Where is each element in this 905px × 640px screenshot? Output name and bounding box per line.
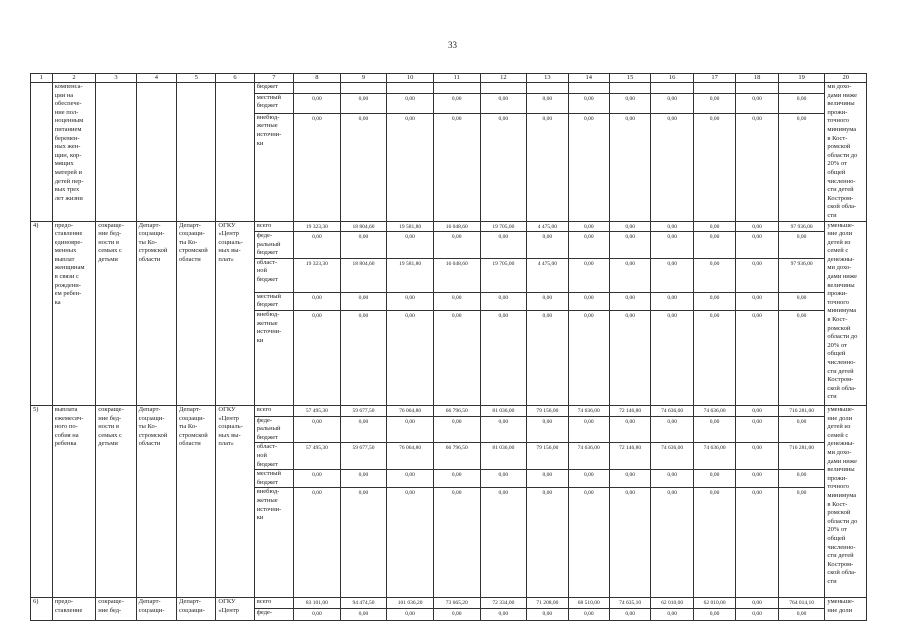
- column-number: 5: [177, 74, 216, 83]
- cell-value: 0,00: [294, 311, 341, 406]
- cell-source: бюджет: [254, 83, 293, 94]
- cell-value: 0,00: [778, 609, 825, 621]
- cell-value: [340, 83, 387, 94]
- cell-value: 0,00: [527, 232, 568, 259]
- cell-source: местный бюджет: [254, 470, 293, 488]
- cell-value: 0,00: [340, 488, 387, 598]
- cell-value: 0,00: [736, 406, 778, 417]
- cell-value: 0,00: [480, 488, 527, 598]
- cell-value: 74 636,00: [651, 443, 693, 470]
- cell-value: 0,00: [433, 93, 480, 113]
- cell-value: 0,00: [387, 609, 434, 621]
- cell-value: 0,00: [568, 609, 609, 621]
- cell-value: 0,00: [778, 232, 825, 259]
- cell-value: 0,00: [736, 609, 778, 621]
- cell-desc: выплата ежемесяч- ного по- собия на ребенка: [52, 406, 96, 598]
- cell-value: 0,00: [480, 311, 527, 406]
- cell-value: 0,00: [609, 416, 650, 443]
- cell-value: 0,00: [693, 416, 735, 443]
- cell-value: 0,00: [651, 292, 693, 310]
- column-number: 3: [96, 74, 136, 83]
- cell-value: 0,00: [609, 258, 650, 292]
- column-number: 16: [651, 74, 693, 83]
- cell-value: 0,00: [387, 113, 434, 221]
- cell-value: 83 101,00: [294, 598, 341, 609]
- column-number: 13: [527, 74, 568, 83]
- cell-c4: [136, 83, 176, 222]
- column-number: 19: [778, 74, 825, 83]
- cell-value: 0,00: [609, 292, 650, 310]
- cell-value: 0,00: [527, 470, 568, 488]
- cell-value: 0,00: [387, 292, 434, 310]
- cell-value: 59 677,50: [340, 406, 387, 417]
- cell-value: 0,00: [609, 609, 650, 621]
- cell-source: феде-: [254, 609, 293, 621]
- cell-value: 0,00: [340, 311, 387, 406]
- cell-agent: ОГКУ «Центр социаль- ных вы- плат»: [216, 406, 254, 598]
- table-row: [31, 406, 867, 417]
- cell-value: 0,00: [693, 488, 735, 598]
- cell-value: 0,00: [433, 232, 480, 259]
- cell-value: 19 323,30: [294, 221, 341, 232]
- cell-value: 57 495,30: [294, 443, 341, 470]
- cell-value: 0,00: [480, 470, 527, 488]
- cell-value: 0,00: [609, 93, 650, 113]
- cell-c5: [177, 83, 216, 222]
- cell-value: 0,00: [527, 292, 568, 310]
- cell-no: 6): [31, 598, 53, 621]
- cell-value: 0,00: [651, 416, 693, 443]
- cell-value: 0,00: [433, 416, 480, 443]
- cell-value: 0,00: [568, 488, 609, 598]
- cell-value: 0,00: [693, 232, 735, 259]
- cell-source: внебюд- жетные источни- ки: [254, 113, 293, 221]
- cell-value: 0,00: [340, 470, 387, 488]
- cell-value: 0,00: [651, 221, 693, 232]
- cell-value: 72 146,80: [609, 443, 650, 470]
- cell-value: 18 804,60: [340, 258, 387, 292]
- table-row: [31, 221, 867, 232]
- cell-value: 0,00: [527, 416, 568, 443]
- cell-value: 59 677,50: [340, 443, 387, 470]
- cell-result: уменьше- ние доли детей из семей с денежны- ми дохо- дами ниже величины прожи- точного минимума в Кост- ромской области до 20% от общей численно- сти детей Костром- ской обла- сти: [825, 406, 867, 598]
- cell-value: 0,00: [294, 488, 341, 598]
- cell-value: 0,00: [693, 113, 735, 221]
- cell-value: [778, 83, 825, 94]
- cell-source: местный бюджет: [254, 93, 293, 113]
- cell-value: 19 581,80: [387, 258, 434, 292]
- cell-source: внебюд- жетные источни- ки: [254, 311, 293, 406]
- cell-value: 0,00: [527, 113, 568, 221]
- cell-value: 0,00: [433, 311, 480, 406]
- cell-value: 16 048,60: [433, 221, 480, 232]
- column-number: 10: [387, 74, 434, 83]
- cell-value: 74 636,00: [693, 443, 735, 470]
- cell-value: 97 936,00: [778, 258, 825, 292]
- cell-value: 0,00: [433, 113, 480, 221]
- cell-no: [31, 83, 53, 222]
- column-number: 15: [609, 74, 650, 83]
- cell-value: 66 796,50: [433, 443, 480, 470]
- cell-value: 76 064,80: [387, 406, 434, 417]
- column-number: 8: [294, 74, 341, 83]
- cell-value: 0,00: [736, 93, 778, 113]
- cell-value: 62 010,00: [693, 598, 735, 609]
- cell-value: 0,00: [651, 470, 693, 488]
- cell-value: 0,00: [778, 113, 825, 221]
- cell-value: 0,00: [778, 470, 825, 488]
- cell-value: 66 796,50: [433, 406, 480, 417]
- cell-value: 0,00: [736, 598, 778, 609]
- cell-value: [568, 83, 609, 94]
- cell-value: 0,00: [778, 311, 825, 406]
- cell-value: 0,00: [609, 221, 650, 232]
- cell-source: феде- ральный бюджет: [254, 232, 293, 259]
- cell-source: всего: [254, 598, 293, 609]
- cell-source: всего: [254, 406, 293, 417]
- cell-source: феде- ральный бюджет: [254, 416, 293, 443]
- cell-value: [527, 83, 568, 94]
- column-number: 7: [254, 74, 293, 83]
- cell-value: 0,00: [651, 93, 693, 113]
- cell-value: 0,00: [693, 292, 735, 310]
- cell-value: 62 010,00: [651, 598, 693, 609]
- cell-value: 101 036,20: [387, 598, 434, 609]
- cell-resp: Департ- соцзащи- ты Ко- стромской области: [136, 221, 176, 406]
- cell-no: 4): [31, 221, 53, 406]
- cell-value: 0,00: [433, 609, 480, 621]
- column-number: 4: [136, 74, 176, 83]
- cell-value: 0,00: [340, 232, 387, 259]
- table-row: [31, 83, 867, 94]
- cell-value: 0,00: [693, 311, 735, 406]
- cell-value: 0,00: [480, 113, 527, 221]
- cell-goal: сокраще- ние бед-: [96, 598, 136, 621]
- cell-value: [480, 83, 527, 94]
- cell-value: 0,00: [294, 113, 341, 221]
- cell-value: [609, 83, 650, 94]
- cell-value: 0,00: [651, 258, 693, 292]
- column-number: 12: [480, 74, 527, 83]
- cell-value: 0,00: [651, 311, 693, 406]
- cell-value: 0,00: [609, 232, 650, 259]
- cell-no: 5): [31, 406, 53, 598]
- cell-result: уменьше- ние доли детей из семей с денежны- ми дохо- дами ниже величины прожи- точного минимума в Кост- ромской области до 20% от общей численно- сти детей Костром- ской обла- сти: [825, 221, 867, 406]
- column-number: 9: [340, 74, 387, 83]
- cell-value: 0,00: [294, 416, 341, 443]
- cell-value: 74 636,00: [568, 406, 609, 417]
- cell-value: 0,00: [527, 609, 568, 621]
- column-number: 11: [433, 74, 480, 83]
- cell-value: 0,00: [480, 292, 527, 310]
- cell-value: 0,00: [651, 488, 693, 598]
- cell-value: 0,00: [609, 470, 650, 488]
- cell-value: 57 495,30: [294, 406, 341, 417]
- cell-resp: Департ- соцзащи- ты Ко- стромской области: [136, 406, 176, 598]
- cell-value: 0,00: [736, 232, 778, 259]
- cell-value: 74 636,00: [568, 443, 609, 470]
- cell-value: 0,00: [736, 443, 778, 470]
- header-row: [31, 74, 867, 83]
- page-number: 33: [448, 40, 457, 50]
- cell-value: 79 156,00: [527, 406, 568, 417]
- cell-value: 4 475,00: [527, 258, 568, 292]
- cell-value: 716 281,00: [778, 443, 825, 470]
- budget-table: [30, 73, 867, 621]
- cell-value: 0,00: [294, 93, 341, 113]
- cell-value: 0,00: [693, 258, 735, 292]
- column-number: 14: [568, 74, 609, 83]
- cell-value: 0,00: [736, 311, 778, 406]
- cell-value: 79 156,00: [527, 443, 568, 470]
- cell-source: всего: [254, 221, 293, 232]
- cell-value: 0,00: [568, 292, 609, 310]
- cell-value: 0,00: [294, 470, 341, 488]
- cell-value: 0,00: [387, 93, 434, 113]
- cell-value: 0,00: [568, 232, 609, 259]
- cell-exec: Департ- соцзащи-: [177, 598, 216, 621]
- cell-value: 0,00: [778, 488, 825, 598]
- cell-value: 764 014,10: [778, 598, 825, 609]
- cell-value: 0,00: [736, 113, 778, 221]
- cell-value: 19 323,30: [294, 258, 341, 292]
- cell-value: 0,00: [527, 488, 568, 598]
- table-body: [31, 74, 867, 621]
- cell-value: 0,00: [693, 470, 735, 488]
- column-number: 17: [693, 74, 735, 83]
- cell-value: 0,00: [651, 609, 693, 621]
- cell-result: ми дохо- дами ниже величины прожи- точного минимума в Кост- ромской области до 20% от общей численно- сти детей Костром- ской обла- сти: [825, 83, 867, 222]
- cell-value: 0,00: [480, 232, 527, 259]
- cell-exec: Департ- соцзащи- ты Ко- стромской области: [177, 406, 216, 598]
- cell-value: 0,00: [480, 416, 527, 443]
- cell-value: 0,00: [609, 311, 650, 406]
- cell-value: 0,00: [294, 232, 341, 259]
- cell-value: 0,00: [736, 292, 778, 310]
- cell-value: 0,00: [387, 311, 434, 406]
- cell-value: 94 474,50: [340, 598, 387, 609]
- cell-value: 0,00: [568, 221, 609, 232]
- cell-value: 0,00: [480, 93, 527, 113]
- column-number: 18: [736, 74, 778, 83]
- cell-value: 74 635,10: [609, 598, 650, 609]
- cell-source: местный бюджет: [254, 292, 293, 310]
- cell-value: 0,00: [527, 311, 568, 406]
- cell-value: [693, 83, 735, 94]
- cell-value: 0,00: [340, 292, 387, 310]
- cell-value: [736, 83, 778, 94]
- cell-value: 18 804,60: [340, 221, 387, 232]
- cell-value: 0,00: [340, 609, 387, 621]
- cell-goal: сокраще- ние бед- ности в семьях с детьми: [96, 221, 136, 406]
- column-number: 20: [825, 74, 867, 83]
- cell-exec: Департ- соцзащи- ты Ко- стромской области: [177, 221, 216, 406]
- cell-value: 0,00: [294, 609, 341, 621]
- cell-value: 0,00: [433, 292, 480, 310]
- cell-value: 0,00: [736, 416, 778, 443]
- cell-value: 81 036,00: [480, 443, 527, 470]
- cell-value: 0,00: [568, 93, 609, 113]
- cell-desc: компенса- ции на обеспече- ние пол- ноценным питанием беремен- ных жен- щин, кор- мящих матерей и детей пер- вых трех лет жизни: [52, 83, 96, 222]
- cell-value: 19 705,00: [480, 221, 527, 232]
- cell-value: 0,00: [294, 292, 341, 310]
- cell-desc: предо- ставление единовре- менных выплат женщинам в связи с рождени- ем ребен- ка: [52, 221, 96, 406]
- cell-value: [387, 83, 434, 94]
- cell-value: 0,00: [387, 416, 434, 443]
- cell-value: 72 146,80: [609, 406, 650, 417]
- cell-value: 0,00: [340, 416, 387, 443]
- cell-value: 0,00: [651, 113, 693, 221]
- cell-source: област- ной бюджет: [254, 258, 293, 292]
- cell-value: 71 208,00: [527, 598, 568, 609]
- cell-value: 0,00: [568, 470, 609, 488]
- cell-value: 4 475,00: [527, 221, 568, 232]
- cell-value: 97 936,00: [778, 221, 825, 232]
- column-number: 1: [31, 74, 53, 83]
- cell-value: 73 665,20: [433, 598, 480, 609]
- cell-value: 19 705,00: [480, 258, 527, 292]
- cell-value: 19 581,80: [387, 221, 434, 232]
- cell-value: 76 064,80: [387, 443, 434, 470]
- cell-result: уменьше- ние доли: [825, 598, 867, 621]
- cell-value: 0,00: [340, 93, 387, 113]
- cell-value: 0,00: [568, 113, 609, 221]
- cell-value: 0,00: [736, 488, 778, 598]
- cell-value: 0,00: [433, 470, 480, 488]
- cell-value: 16 048,60: [433, 258, 480, 292]
- cell-c6: [216, 83, 254, 222]
- cell-value: 0,00: [387, 470, 434, 488]
- cell-value: 0,00: [736, 221, 778, 232]
- cell-value: 81 036,00: [480, 406, 527, 417]
- cell-goal: сокраще- ние бед- ности в семьях с детьми: [96, 406, 136, 598]
- cell-value: [651, 83, 693, 94]
- column-number: 6: [216, 74, 254, 83]
- cell-value: 0,00: [387, 488, 434, 598]
- cell-value: 0,00: [778, 416, 825, 443]
- cell-value: 0,00: [693, 93, 735, 113]
- cell-c3: [96, 83, 136, 222]
- cell-agent: ОГКУ «Центр: [216, 598, 254, 621]
- cell-value: 716 281,00: [778, 406, 825, 417]
- cell-value: 0,00: [693, 221, 735, 232]
- cell-resp: Департ- соцзащи-: [136, 598, 176, 621]
- cell-value: 0,00: [609, 488, 650, 598]
- cell-value: 0,00: [609, 113, 650, 221]
- cell-value: 0,00: [340, 113, 387, 221]
- column-number: 2: [52, 74, 96, 83]
- cell-value: 0,00: [387, 232, 434, 259]
- cell-value: 0,00: [433, 488, 480, 598]
- cell-value: 0,00: [693, 609, 735, 621]
- cell-value: 74 636,00: [651, 406, 693, 417]
- cell-value: 0,00: [778, 292, 825, 310]
- cell-value: 74 636,00: [693, 406, 735, 417]
- cell-value: [433, 83, 480, 94]
- cell-desc: предо- ставление: [52, 598, 96, 621]
- cell-value: 0,00: [778, 93, 825, 113]
- cell-value: 68 510,00: [568, 598, 609, 609]
- cell-value: 0,00: [651, 232, 693, 259]
- cell-value: [294, 83, 341, 94]
- cell-value: 0,00: [568, 258, 609, 292]
- cell-value: 0,00: [480, 609, 527, 621]
- cell-value: 0,00: [736, 470, 778, 488]
- cell-value: 72 334,00: [480, 598, 527, 609]
- cell-agent: ОГКУ «Центр социаль- ных вы- плат»: [216, 221, 254, 406]
- cell-source: област- ной бюджет: [254, 443, 293, 470]
- cell-value: 0,00: [527, 93, 568, 113]
- table-row: [31, 598, 867, 609]
- cell-value: 0,00: [568, 416, 609, 443]
- cell-value: 0,00: [736, 258, 778, 292]
- cell-source: внебюд- жетные источни- ки: [254, 488, 293, 598]
- cell-value: 0,00: [568, 311, 609, 406]
